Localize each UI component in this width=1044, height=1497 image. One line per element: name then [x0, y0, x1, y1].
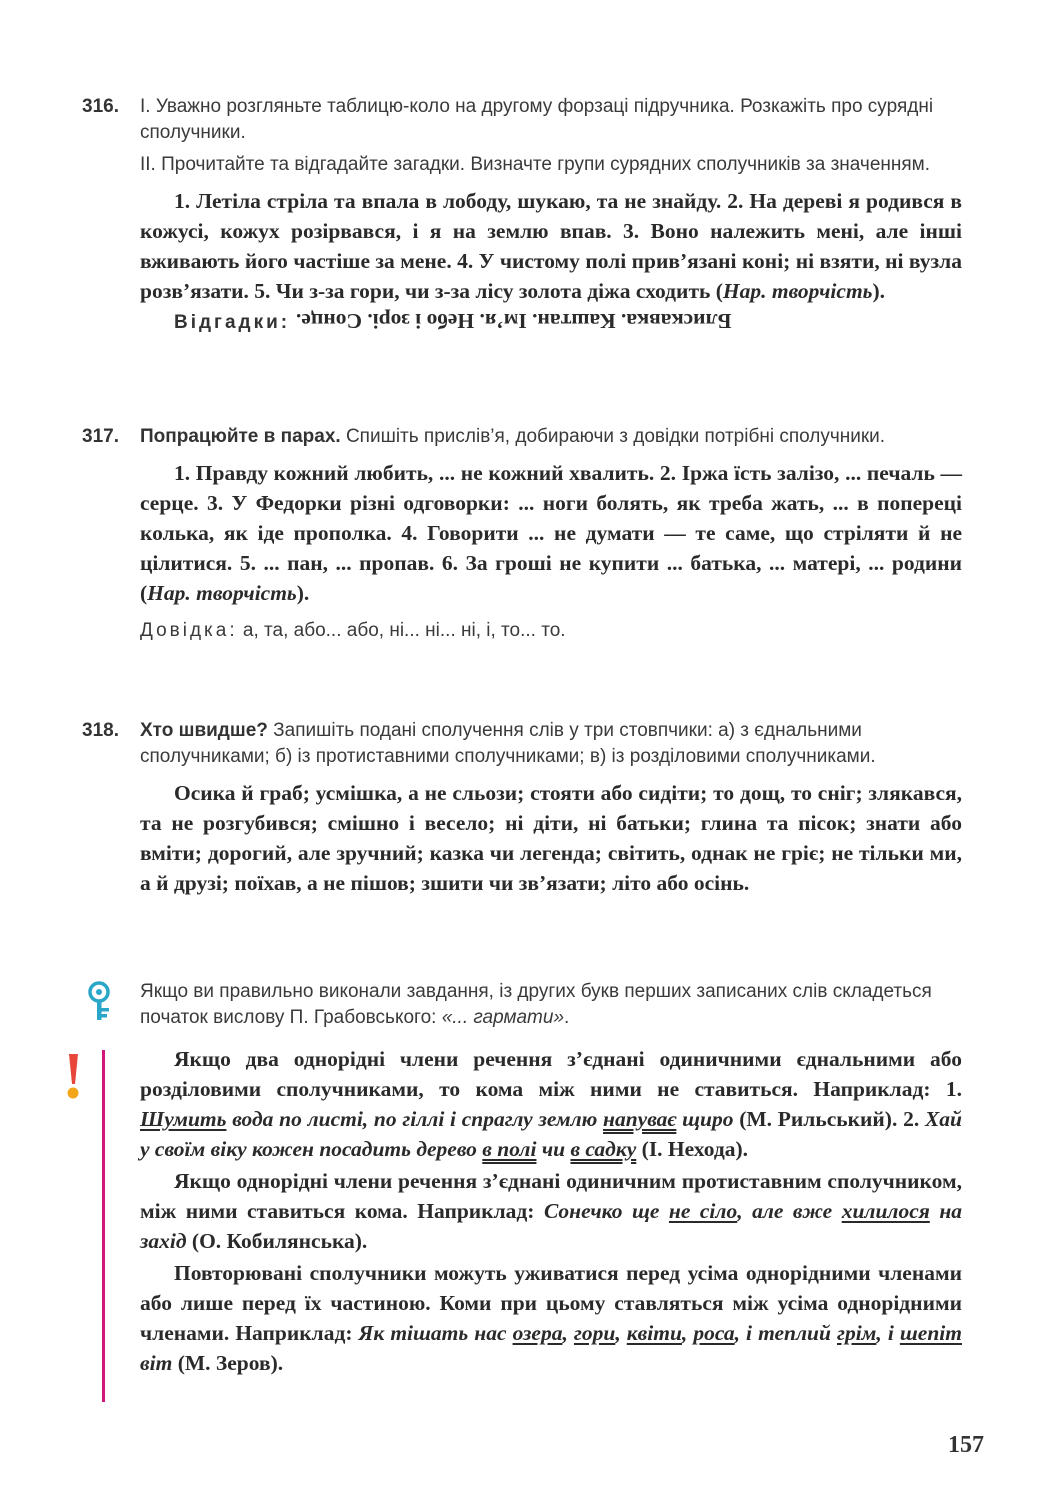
exercise-number: 318. — [82, 720, 119, 741]
exclamation-icon — [60, 1052, 86, 1102]
exercise-318 — [82, 718, 962, 898]
upside-down-answers: Блискавка. Каштан. Ім’я. Небо і зорі. Сонце. — [295, 309, 732, 333]
hint-line: Довідка: а, та, або... або, ні... ні... ні, і, то... то. — [140, 620, 566, 641]
rule-paragraph-1: Якщо два однорідні члени речення з’єднані одиничними єднальними або розділовими сполучниками, то кома між ними не ставиться. Наприклад: 1. Шумить вода по листі, по гіллі і спраглу землю напуває щиро (М. Рильський). 2. Хай у своїм віку кожен посадить дерево в полі чи в садку (І. Нехода). — [140, 1047, 962, 1161]
word-combinations-text: Осика й граб; усмішка, а не сльози; стояти або сидіти; то дощ, то сніг; злякався, та не розгубився; смішно і весело; ні діти, ні батьки; глина та пісок; знати або вміти; дорогий, але зручний; казка чи легенда; світить, однак не гріє; не тільки ми, а й друзі; поїхав, а не пішов; зшити чи зв’язати; літо або осінь. — [140, 781, 962, 895]
task-text: Попрацюйте в парах. Спишіть прислів’я, добираючи з довідки потрібні сполучники. — [140, 426, 886, 447]
answers-line: Відгадки: Блискавка. Каштан. Ім’я. Небо і зорі. Сонце. — [140, 306, 962, 336]
proverbs-text: 1. Правду кожний любить, ... не кожний хвалить. 2. Іржа їсть залізо, ... печаль — серце. 3. У Федорки різні одговорки: ... ноги болять, як треба жать, ... в попереці колька, як іде прополка. 4. Говорити ... не думати — те саме, що стріляти й не цілитися. 5. ... пан, ... пропав. 6. За гроші не купити ... батька, ... матері, ... родини (Нар. творчість). — [140, 461, 962, 605]
task-text: ІІ. Прочитайте та відгадайте загадки. Визначте групи сурядних сполучників за значенням. — [140, 154, 931, 175]
exercise-number: 316. — [82, 96, 119, 117]
exercise-316 — [82, 94, 962, 336]
exercise-317 — [82, 424, 962, 644]
rule-paragraph-3: Повторювані сполучники можуть уживатися перед усіма однорідними членами або лише перед їх частиною. Коми при цьому ставляться між усіма однорідними членами. Наприклад: Як тішать нас озера, гори, квіти, роса, і теплий грім, і шепіт віт (М. Зеров). — [140, 1261, 962, 1375]
riddles-text: 1. Летіла стріла та впала в лободу, шукаю, та не знайду. 2. На дереві я родився в кожусі, кожух розірвався, і я на землю впав. 3. Воно належить мені, але інші вживають його частіше за мене. 4. У чистому полі прив’язані коні; ні взяти, ні вузла розв’язати. 5. Чи з-за гори, чи з-за лісу золота діжа сходить (Нар. творчість). — [140, 189, 962, 303]
key-icon — [86, 980, 120, 1022]
rule-paragraph-2: Якщо однорідні члени речення з’єднані одиничним протиставним сполучником, між ними ставиться кома. Наприклад: Сонечко ще не сіло, але вже хилилося на захід (О. Кобилянська). — [140, 1169, 963, 1253]
rule-block — [140, 1044, 962, 1380]
key-note: Якщо ви правильно виконали завдання, із других букв перших записаних слів складеться початок вислову П. Грабовського: «... гармати». — [140, 981, 932, 1028]
task-text: І. Уважно розгляньте таблицю-коло на другому форзаці підручника. Розкажіть про сурядні сполучники. — [140, 96, 934, 143]
rule-accent-bar — [102, 1050, 105, 1402]
task-text: Хто швидше? Запишіть подані сполучення слів у три стовпчики: а) з єднальними сполучниками; б) із протиставними сполучниками; в) із розділовими сполучниками. — [140, 720, 876, 767]
exercise-number: 317. — [82, 426, 119, 447]
page-number: 157 — [948, 1432, 984, 1458]
